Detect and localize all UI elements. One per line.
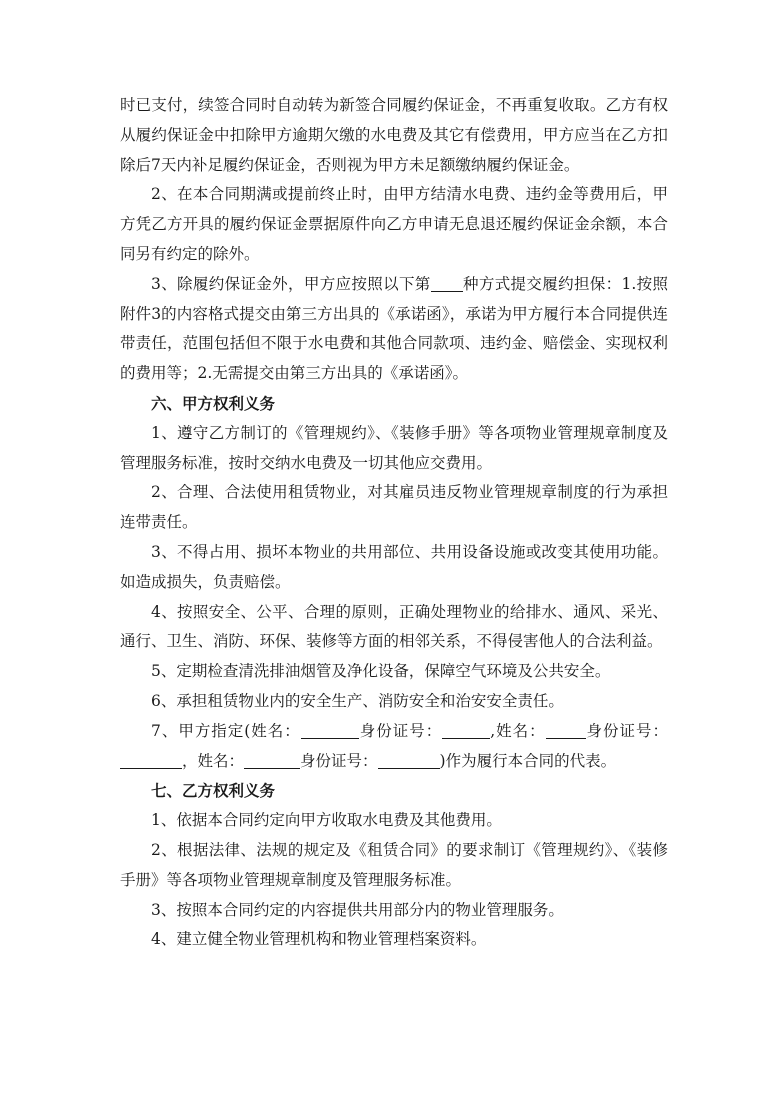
- rep-id-label-2: 身份证号：: [585, 721, 668, 740]
- paragraph-a-1: 1、遵守乙方制订的《管理规约》、《装修手册》等各项物业管理规章制度及管理服务标准，按时交纳水电费及一切其他应交费用。: [120, 423, 668, 472]
- paragraph-a-6: 6、承担租赁物业内的安全生产、消防安全和治安安全责任。: [151, 691, 564, 710]
- paragraph-a-4: 4、按照安全、公平、合理的原则，正确处理物业的给排水、通风、采光、通行、卫生、消防、环保、装修等方面的相邻关系，不得侵害他人的合法利益。: [120, 602, 668, 651]
- paragraph-a-5: 5、定期检查清洗排油烟管及净化设备，保障空气环境及公共安全。: [151, 662, 611, 681]
- paragraph-b-3: 3、按照本合同约定的内容提供共用部分内的物业管理服务。: [151, 900, 564, 919]
- rep-name-blank-2[interactable]: [546, 722, 586, 739]
- paragraph-a-3: 3、不得占用、损坏本物业的共用部位、共用设备设施或改变其使用功能。如造成损失，负责赔偿。: [120, 542, 668, 591]
- guarantee-option-blank[interactable]: [431, 275, 463, 292]
- paragraph-performance-guarantee: [120, 270, 668, 389]
- paragraph-a-2: 2、合理、合法使用租赁物业，对其雇员违反物业管理规章制度的行为承担连带责任。: [120, 483, 668, 532]
- paragraph-deposit-refund: 2、在本合同期满或提前终止时，由甲方结清水电费、违约金等费用后，甲方凭乙方开具的履约保证金票据原件向乙方申请无息退还履约保证金余额，本合同另有约定的除外。: [120, 185, 668, 263]
- rep-id-blank-2[interactable]: [120, 752, 182, 769]
- rep-name-label-1: 7、甲方指定(姓名：: [151, 721, 301, 740]
- section-heading-party-b: 七、乙方权利义务: [151, 781, 276, 801]
- paragraph-a-7-representatives: [120, 717, 668, 777]
- guarantee-text-rest: 种方式提交履约担保：1.按照附件3的内容格式提交由第三方出具的《承诺函》，承诺为甲方履行本合同提供连带责任，范围包括但不限于水电费和其他合同款项、违约金、赔偿金、实现权利的费用等；2.无需提交由第三方出具的《承诺函》。: [120, 274, 668, 383]
- rep-closing-text: )作为履行本合同的代表。: [439, 751, 617, 770]
- guarantee-text-lead: 3、除履约保证金外，甲方应按照以下第: [151, 274, 431, 293]
- rep-name-blank-3[interactable]: [244, 752, 300, 769]
- rep-id-blank-1[interactable]: [442, 722, 490, 739]
- section-heading-party-a: 六、甲方权利义务: [151, 393, 276, 413]
- rep-name-label-3: ，姓名：: [182, 751, 245, 770]
- contract-page: [120, 91, 668, 955]
- rep-name-label-2: ,姓名：: [490, 721, 546, 740]
- rep-id-label-1: 身份证号：: [358, 721, 443, 740]
- rep-id-label-3: 身份证号：: [300, 751, 378, 770]
- rep-id-blank-3[interactable]: [378, 752, 440, 769]
- paragraph-b-2: 2、根据法律、法规的规定及《租赁合同》的要求制订《管理规约》、《装修手册》等各项物业管理规章制度及管理服务标准。: [120, 840, 668, 889]
- paragraph-b-4: 4、建立健全物业管理机构和物业管理档案资料。: [151, 930, 487, 949]
- paragraph-b-1: 1、依据本合同约定向甲方收取水电费及其他费用。: [151, 811, 502, 830]
- rep-name-blank-1[interactable]: [301, 722, 359, 739]
- paragraph-deposit-continued: 时已支付，续签合同时自动转为新签合同履约保证金，不再重复收取。乙方有权从履约保证金中扣除甲方逾期欠缴的水电费及其它有偿费用，甲方应当在乙方扣除后7天内补足履约保证金，否则视为甲方未足额缴纳履约保证金。: [120, 96, 668, 174]
